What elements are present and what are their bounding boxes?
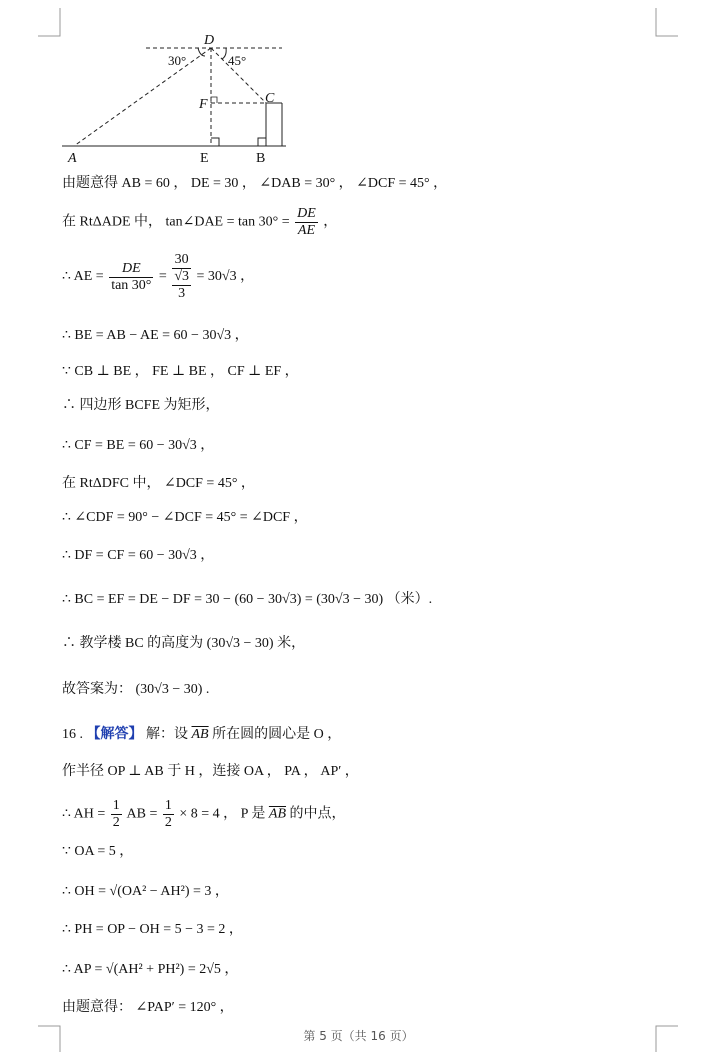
q16-number: 16 . [62, 727, 83, 742]
line-dfc: 在 RtΔDFC 中， ∠DCF = 45° ， [62, 476, 255, 491]
label-d: D [204, 33, 215, 48]
right-angle-e [211, 138, 219, 146]
line-be: ∴ BE = AB − AE = 60 − 30√3 ， [62, 328, 249, 343]
label-f: F [199, 97, 208, 112]
label-e: E [200, 151, 209, 166]
line-ap: ∴ AP = √(AH² + PH²) = 2√5 ， [62, 962, 239, 977]
label-c: C [265, 91, 275, 106]
q16-header: 16 . 【解答】 解：设 $\overline{AB}$ 所在圆的圆心是 O ， [62, 727, 342, 742]
fraction-30-sqrt3: $\frac{30}{\frac{√3}{3}}$ [174, 252, 189, 301]
line-bc: ∴ BC = EF = DE − DF = 30 − (60 − 30√3) = (30√3 − 30) （米）. [62, 592, 433, 607]
fraction-de-tan: $\frac{DE}{\tan 30^\circ}$ [111, 260, 152, 293]
label-a: A [68, 151, 77, 166]
angle-arc-45 [222, 48, 226, 59]
line-radius: 作半径 OP ⊥ AB 于 H ，连接 OA ， PA ， AP′ ， [62, 764, 359, 779]
line-rectangle: ∴ 四边形 BCFE 为矩形， [62, 398, 220, 413]
line-cdf: ∴ ∠CDF = 90° − ∠DCF = 45° = ∠DCF ， [62, 510, 308, 525]
fraction-de-ae: $\frac{DE}{AE}$ [297, 206, 316, 238]
line-ah: ∴ AH = $\frac{1}{2}$ AB = $\frac{1}{2}$ × 8 = 4 ， P 是 $\overline{AB}$ 的中点， [62, 798, 346, 830]
line-perpendicular: ∵ CB ⊥ BE ， FE ⊥ BE ， CF ⊥ EF ， [62, 364, 299, 379]
right-angle-f [211, 97, 217, 103]
line-cf: ∴ CF = BE = 60 − 30√3 ， [62, 438, 215, 453]
q16-tag: 【解答】 [86, 727, 143, 742]
line-ae: ∴ AE = $\frac{DE}{\tan 30^\circ}$ = $\frac{30}{\frac{√3}{3}}$ = 30√3 ， [62, 252, 255, 301]
line-pap: 由题意得： ∠PAP′ = 120° ， [62, 1000, 234, 1015]
arc-ab: $\overline{AB}$ [191, 727, 209, 742]
line-da [74, 48, 211, 146]
line-oa: ∵ OA = 5 ， [62, 844, 134, 859]
line-height: ∴ 教学楼 BC 的高度为 (30√3 − 30) 米， [62, 636, 306, 651]
line-tan: 在 RtΔADE 中， tan∠DAE = tan 30° = $\frac{DE}{AE}$ ， [62, 206, 338, 238]
geometry-diagram [60, 30, 300, 170]
line-oh: ∴ OH = √(OA² − AH²) = 3 ， [62, 884, 229, 899]
page-footer: 第 5 页（共 16 页） [303, 1029, 414, 1043]
angle-45-label: 45° [228, 53, 247, 68]
arc-ab-2: $\overline{AB}$ [268, 806, 287, 822]
line-given: 由题意得 AB = 60 ， DE = 30 ， ∠DAB = 30° ， ∠DCF = 45° ， [62, 176, 448, 191]
line-answer: 故答案为： (30√3 − 30) . [62, 682, 210, 697]
line-tan-text: 在 RtΔADE 中， tan∠DAE = tan 30° = [62, 214, 290, 230]
right-angle-b [258, 138, 266, 146]
angle-30-label: 30° [168, 53, 187, 68]
line-ph: ∴ PH = OP − OH = 5 − 3 = 2 ， [62, 922, 243, 937]
angle-arc-30 [198, 48, 205, 56]
label-b: B [256, 151, 266, 166]
line-df: ∴ DF = CF = 60 − 30√3 ， [62, 548, 215, 563]
